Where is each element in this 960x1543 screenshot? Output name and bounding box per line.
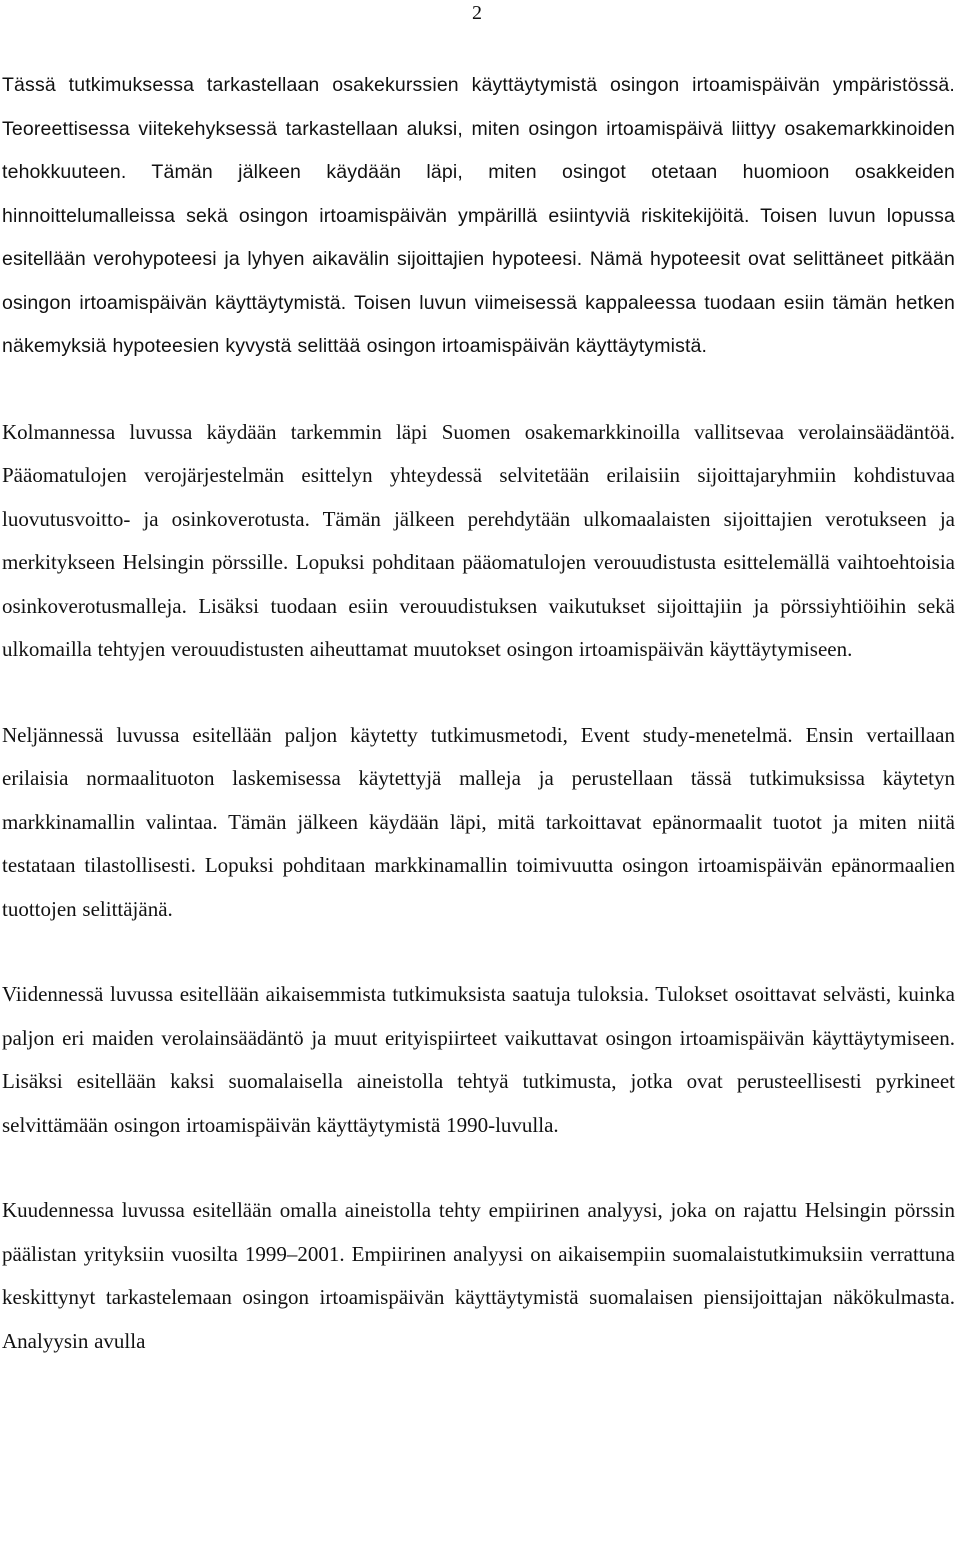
page-number: 2	[472, 2, 482, 24]
paragraph-chapter-six: Kuudennessa luvussa esitellään omalla aineistolla tehty empiirinen analyysi, joka on rajattu Helsingin pörssin päälistan yrityksiin vuosilta 1999–2001. Empiirinen analyysi on aikaisempiin suomalaistutkimuksiin verrattuna keskittynyt tarkastelemaan osingon irtoamispäivän käyttäytymistä suomalaisen piensijoittajan näkökulmasta. Analyysin avulla	[2, 1198, 955, 1353]
paragraph-chapter-three: Kolmannessa luvussa käydään tarkemmin läpi Suomen osakemarkkinoilla vallitsevaa verolainsäädäntöä. Pääomatulojen verojärjestelmän esittelyn yhteydessä selvitetään erilaisiin sijoittajaryhmiin kohdistuvaa luovutusvoitto- ja osinkoverotusta. Tämän jälkeen perehdytään ulkomaalaisten sijoittajien verotukseen ja merkitykseen Helsingin pörssille. Lopuksi pohditaan pääomatulojen verouudistusta esittelemällä vaihtoehtoisia osinkoverotusmalleja. Lisäksi tuodaan esiin verouudistuksen vaikutukset sijoittajiin ja pörssiyhtiöihin sekä ulkomailla tehtyjen verouudistusten aiheuttamat muutokset osingon irtoamispäivän käyttäytymiseen.	[2, 419, 955, 661]
paragraph-chapter-four: Neljännessä luvussa esitellään paljon käytetty tutkimusmetodi, Event study-menetelmä. Ensin vertaillaan erilaisia normaalituoton laskemisessa käytettyjä malleja ja perustellaan tässä tutkimuksissa käytetyn markkinamallin valintaa. Tämän jälkeen käydään läpi, mitä tarkoittavat epänormaalit tuotot ja miten niitä testataan tilastollisesti. Lopuksi pohditaan markkinamallin toimivuutta osingon irtoamispäivän epänormaalien tuottojen selittäjänä.	[2, 722, 955, 921]
document-body	[2, 64, 955, 1363]
paragraph-introduction: Tässä tutkimuksessa tarkastellaan osakekurssien käyttäytymistä osingon irtoamispäivän ympäristössä. Teoreettisessa viitekehyksessä tarkastellaan aluksi, miten osingon irtoamispäivä liittyy osakemarkkinoiden tehokkuuteen. Tämän jälkeen käydään läpi, miten osingot otetaan huomioon osakkeiden hinnoittelumalleissa sekä osingon irtoamispäivän ympärillä esiintyviä riskitekijöitä. Toisen luvun lopussa esitellään verohypoteesi ja lyhyen aikavälin sijoittajien hypoteesi. Nämä hypoteesit ovat selittäneet pitkään osingon irtoamispäivän käyttäytymistä. Toisen luvun viimeisessä kappaleessa tuodaan esiin tämän hetken näkemyksiä hypoteesien kyvystä selittää osingon irtoamispäivän käyttäytymistä.	[2, 74, 955, 357]
paragraph-chapter-five: Viidennessä luvussa esitellään aikaisemmista tutkimuksista saatuja tuloksia. Tulokset osoittavat selvästi, kuinka paljon eri maiden verolainsäädäntö ja muut erityispiirteet vaikuttavat osingon irtoamispäivän käyttäytymiseen. Lisäksi esitellään kaksi suomalaisella aineistolla tehtyä tutkimusta, jotka ovat perusteellisesti pyrkineet selvittämään osingon irtoamispäivän käyttäytymistä 1990-luvulla.	[2, 982, 955, 1137]
